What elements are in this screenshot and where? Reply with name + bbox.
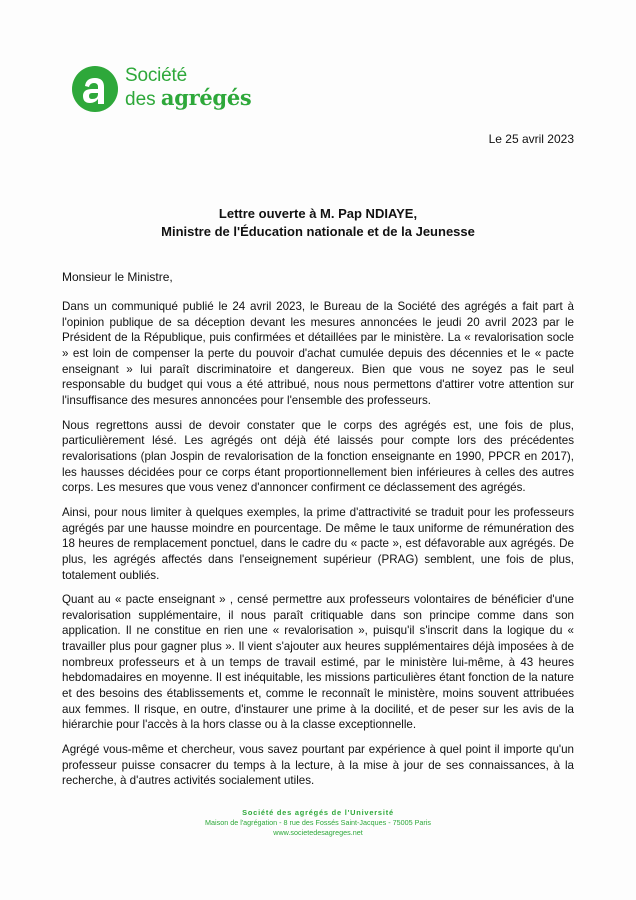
footer-address: Maison de l'agrégation - 8 rue des Fossés Saint-Jacques - 75005 Paris [205,818,431,827]
logo-line1: Société [125,65,187,86]
letter-body [62,299,574,798]
footer-org: Société des agrégés de l'Université [242,808,394,817]
footer-website[interactable]: www.societedesagreges.net [273,828,363,837]
logo-line2 [125,87,251,109]
letter-date: Le 25 avril 2023 [488,132,574,146]
paragraph: Ainsi, pour nous limiter à quelques exemples, la prime d'attractivité se traduit pour les professeurs agrégés par une hausse moindre en pourcentage. De même le taux uniforme de rémunération des 18 heures de remplacement ponctuel, dans le cadre du « pacte », est défavorable aux agrégés. De plus, les agrégés affectés dans l'enseignement supérieur (PRAG) semblent, une fois de plus, totalement oubliés. [62,505,574,582]
salutation: Monsieur le Ministre, [62,270,173,284]
paragraph: Agrégé vous-même et chercheur, vous savez pourtant par expérience à quel point il importe qu'un professeur puisse consacrer du temps à la lecture, à la mise à jour de ses connaissances, à la recherche, à d'autres activités socialement utiles. [62,743,574,788]
paragraph: Nous regrettons aussi de devoir constater que le corps des agrégés est, une fois de plus, particulièrement lésé. Les agrégés ont déjà été laissés pour compte lors des précédentes revalorisations (plan Jospin de revalorisation de la fonction enseignante en 1990, PPCR en 2017), les hausses décidées pour ce corps étant proportionnellement bien inférieures à celles des autres corps. Les mesures que vous venez d'annoncer confirment ce déclassement des agrégés. [62,418,574,495]
paragraph: Dans un communiqué publié le 24 avril 2023, le Bureau de la Société des agrégés a fait part à l'opinion publique de sa déception devant les mesures annoncées le jeudi 20 avril 2023 par le Président de la République, puis confirmées et détaillées par le ministère. La « revalorisation socle » est loin de compenser la perte du pouvoir d'achat cumulée depuis des décennies et le « pacte enseignant » lui paraît discriminatoire et dangereux. Bien que vous ne soyez pas le seul responsable du budget qui vous a été attribué, nous nous permettons d'attirer votre attention sur l'insuffisance des mesures annoncées pour l'ensemble des professeurs. [62,300,574,407]
logo-a-icon [72,66,118,112]
letter-footer [0,808,636,838]
logo-line2-strong: agrégés [160,85,252,110]
logo-line2-prefix: des [125,89,161,110]
paragraph: Quant au « pacte enseignant » , censé permettre aux professeurs volontaires de bénéficier d'une revalorisation supplémentaire, il nous paraît critiquable dans son principe comme dans son application. Il ne constitue en rien une « revalorisation », puisqu'il s'inscrit dans la logique du « travailler plus pour gagner plus ». Il vient s'ajouter aux heures supplémentaires déjà imposées à de nombreux professeurs et à un temps de travail estimé, par le ministère lui-même, à 43 heures hebdomadaires en moyenne. Il est inéquitable, les missions particulières étant fonction de la nature et des besoins des établissements et, comme le reconnaît le ministère, moins souvent attribuées aux femmes. Il risque, en outre, d'instaurer une prime à la docilité, et de peser sur les avis de la hiérarchie pour l'accès à la hors classe ou à la classe exceptionnelle. [62,593,574,732]
logo-wordmark [125,66,251,109]
letter-title [0,205,636,241]
logo [72,64,252,116]
title-line1: Lettre ouverte à M. Pap NDIAYE, [218,206,418,221]
title-line2: Ministre de l'Éducation nationale et de la Jeunesse [161,224,475,239]
